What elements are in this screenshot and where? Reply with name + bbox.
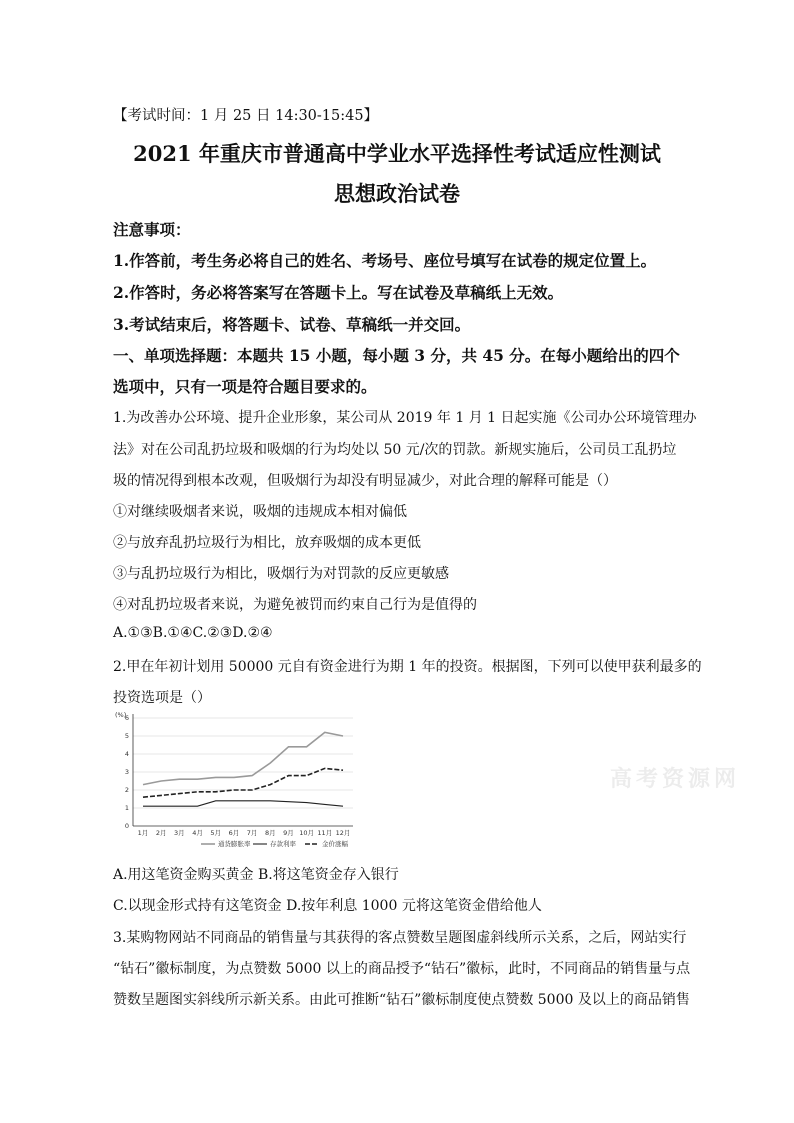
series-line xyxy=(143,732,343,784)
notes-heading: 注意事项： xyxy=(113,220,191,239)
x-tick-label: 6月 xyxy=(228,829,240,837)
q2-option: A.用这笔资金购买黄金 B.将这笔资金存入银行 xyxy=(113,867,399,883)
y-tick-label: 3 xyxy=(124,768,129,776)
q1-item: ③与乱扔垃圾行为相比，吸烟行为对罚款的反应更敏感 xyxy=(113,566,449,582)
section-heading: 选项中，只有一项是符合题目要求的。 xyxy=(113,377,377,396)
q2-option: C.以现金形式持有这笔资金 D.按年利息 1000 元将这笔资金借给他人 xyxy=(113,898,542,914)
x-tick-label: 4月 xyxy=(192,829,203,837)
chart-axes xyxy=(133,714,353,826)
x-tick-label: 7月 xyxy=(246,829,258,837)
q1-options: A.①③B.①④C.②③D.②④ xyxy=(113,625,273,641)
y-tick-label: 1 xyxy=(124,804,129,812)
legend-label: 金价涨幅 xyxy=(322,840,348,848)
series-line xyxy=(143,768,343,797)
note-item: 2.作答时，务必将答案写在答题卡上。写在试卷及草稿纸上无效。 xyxy=(113,283,564,302)
y-tick-label: 5 xyxy=(124,732,129,740)
x-tick-label: 2月 xyxy=(155,829,167,837)
q3-stem: 赞数呈题图实斜线所示新关系。由此可推断“钻石”徽标制度使点赞数 5000 及以上的商品销售 xyxy=(113,992,690,1008)
y-tick-label: 4 xyxy=(124,750,129,758)
exam-time: 【考试时间：1 月 25 日 14:30-15:45】 xyxy=(113,108,379,124)
note-item: 1.作答前，考生务必将自己的姓名、考场号、座位号填写在试卷的规定位置上。 xyxy=(113,251,657,270)
chart-series xyxy=(143,732,343,806)
q2-stem: 投资选项是（） xyxy=(113,690,211,706)
exam-subtitle: 思想政治试卷 xyxy=(334,181,460,206)
chart-labels xyxy=(115,711,350,837)
q3-stem: “钻石”徽标制度，为点赞数 5000 以上的商品授予“钻石”徽标，此时，不同商品的销售量与点 xyxy=(113,961,691,977)
y-tick-label: 2 xyxy=(124,786,129,794)
q1-item: ②与放弃乱扔垃圾行为相比，放弃吸烟的成本更低 xyxy=(113,535,421,551)
q1-item: ①对继续吸烟者来说，吸烟的违规成本相对偏低 xyxy=(113,504,407,520)
exam-title: 2021 年重庆市普通高中学业水平选择性考试适应性测试 xyxy=(133,141,661,166)
series-line xyxy=(143,801,343,806)
x-tick-label: 1月 xyxy=(137,829,149,837)
x-tick-label: 10月 xyxy=(299,829,315,837)
x-tick-label: 3月 xyxy=(174,829,185,837)
section-heading: 一、单项选择题：本题共 15 小题，每小题 3 分，共 45 分。在每小题给出的四个 xyxy=(113,346,680,365)
legend-label: 通货膨胀率 xyxy=(218,840,251,848)
q1-stem: 圾的情况得到根本改观，但吸烟行为却没有明显减少，对此合理的解释可能是（） xyxy=(113,473,617,489)
q2-stem: 2.甲在年初计划用 50000 元自有资金进行为期 1 年的投资。根据图，下列可以使甲获利最多的 xyxy=(113,659,702,675)
x-tick-label: 5月 xyxy=(210,829,222,837)
q1-stem: 1.为改善办公环境、提升企业形象，某公司从 2019 年 1 月 1 日起实施《公司办公环境管理办 xyxy=(113,410,697,426)
x-tick-label: 8月 xyxy=(264,829,276,837)
y-tick-label: 6 xyxy=(124,714,129,722)
investment-line-chart xyxy=(113,708,363,854)
q1-stem: 法》对在公司乱扔垃圾和吸烟的行为均处以 50 元/次的罚款。新规实施后，公司员工乱扔垃 xyxy=(113,442,677,458)
x-tick-label: 12月 xyxy=(335,829,351,837)
y-tick-label: 0 xyxy=(124,822,129,830)
note-item: 3.考试结束后，将答题卡、试卷、草稿纸一并交回。 xyxy=(113,315,471,334)
chart-legend xyxy=(201,839,349,848)
x-tick-label: 9月 xyxy=(283,829,294,837)
legend-label: 存款利率 xyxy=(270,840,296,848)
y-unit-label: (%) xyxy=(115,711,127,719)
x-tick-label: 11月 xyxy=(317,829,333,837)
watermark: 高考资源网 xyxy=(610,766,741,792)
q3-stem: 3.某购物网站不同商品的销售量与其获得的客点赞数呈题图虚斜线所示关系，之后，网站实行 xyxy=(113,930,687,946)
q1-item: ④对乱扔垃圾者来说，为避免被罚而约束自己行为是值得的 xyxy=(113,597,477,613)
